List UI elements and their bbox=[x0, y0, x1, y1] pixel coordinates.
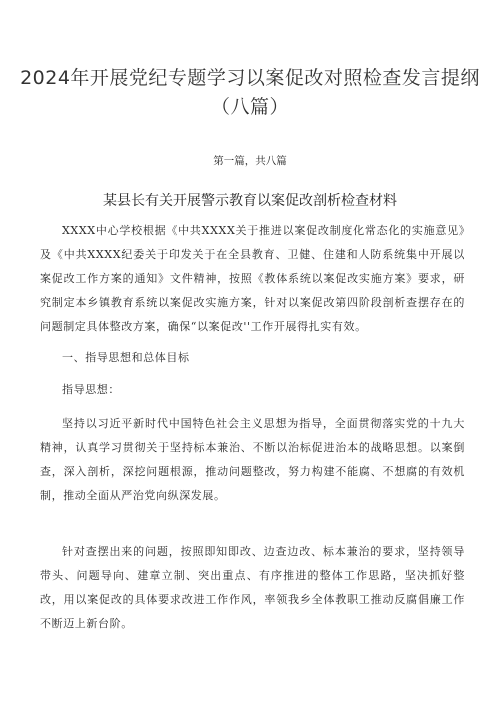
section-heading-guiding: 一、指导思想和总体目标 bbox=[62, 351, 190, 364]
document-title bbox=[20, 64, 480, 122]
guiding-paragraph: 坚持以习近平新时代中国特色社会主义思想为指导，全面贯彻落实党的十九大精神，认真学习贯彻关于坚持标本兼治、不断以治标促进治本的战略思想。以案倒查，深入剖析，深挖问题根源，推动问题整改，努力构建不能腐、不想腐的有效机制，推动全面从严治党向纵深发展。 bbox=[40, 417, 465, 502]
goal-paragraph: 针对查摆出来的问题，按照即知即改、边查边改、标本兼治的要求，坚持领导带头、问题导向、建章立制、突出重点、有序推进的整体工作思路，坚决抓好整改，用以案促改的具体要求改进工作作风，率领我乡全体教职工推动反腐倡廉工作不断迈上新台阶。 bbox=[40, 545, 465, 630]
document-title-line2: （八篇） bbox=[210, 96, 289, 118]
intro-paragraph: XXXX中心学校根据《中共XXXX关于推进以案促改制度化常态化的实施意见》及《中共XXXX纪委关于印发关于在全县教育、卫健、住建和人防系统集中开展以案促改工作方案的通知》文件精神，按照《教体系统以案促改实施方案》要求，研究制定本乡镇教育系统以案促改实施方案，针对以案促改第四阶段剖析查摆存在的问题制定具体整改方案，确保“以案促改''工作开展得扎实有效。 bbox=[40, 224, 465, 333]
section-subtitle: 某县长有关开展警示教育以案促改剖析检查材料 bbox=[103, 193, 397, 209]
guiding-label: 指导思想： bbox=[62, 383, 120, 396]
document-title-line1: 2024年开展党纪专题学习以案促改对照检查发言提纲 bbox=[20, 67, 480, 89]
part-label: 第一篇，共八篇 bbox=[213, 155, 287, 167]
